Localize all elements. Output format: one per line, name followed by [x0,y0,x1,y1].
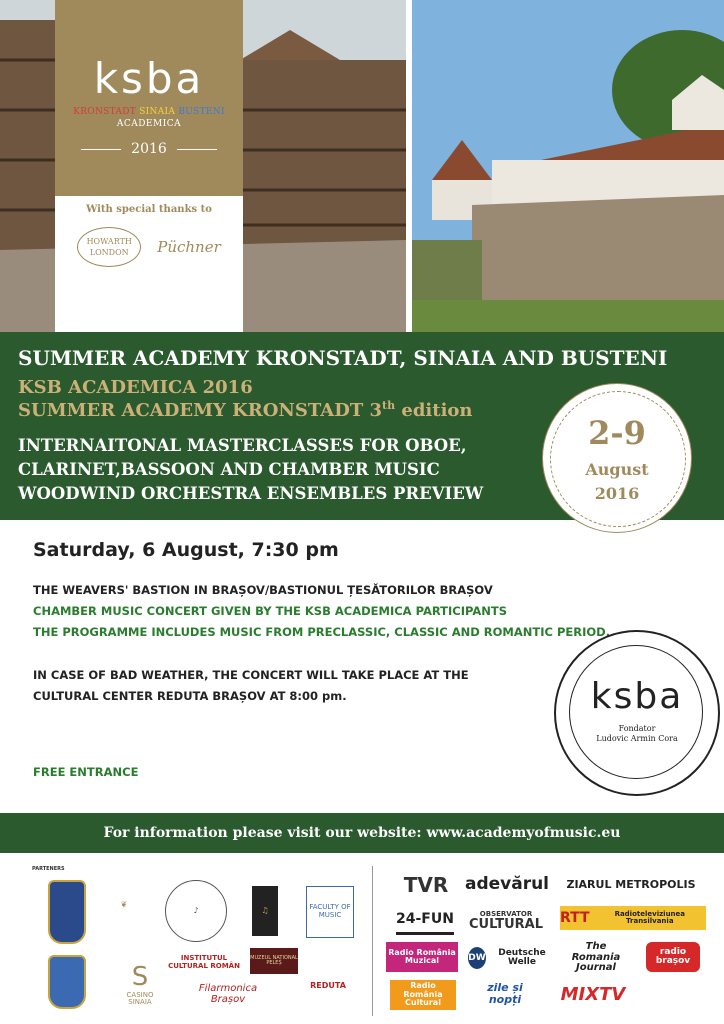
brasov-crest-icon [48,880,86,944]
stamp-founder-label: Fondator [618,724,656,733]
free-entrance: FREE ENTRANCE [33,765,139,779]
event-datetime: Saturday, 6 August, 7:30 pm [33,539,339,561]
banner-line-1: INTERNAITONAL MASTERCLASSES FOR OBOE, [18,436,467,455]
reduta-logo: REDUTA [310,980,346,990]
stamp-founder [556,724,718,743]
year-row [55,141,243,157]
radio-romania-muzical-logo: Radio România Muzical [386,942,458,972]
filarmonica-brasov-logo: Filarmonica Brașov [198,983,258,1005]
sinaia-crest-icon [48,955,86,1009]
logo-academica: ACADEMICA [116,119,182,129]
banner-subtitle [18,376,473,423]
ksba-logo: ksba [93,54,205,103]
event-programme: THE PROGRAMME INCLUDES MUSIC FROM PRECLASSIC, CLASSIC AND ROMANTIC PERIOD. [33,625,611,639]
radio-romania-cultural-logo: Radio România Cultural [390,980,456,1010]
stamp-logo: ksba [590,676,684,717]
observator-cultural-logo [466,906,546,936]
logo-sinaia: SINAIA [139,107,176,117]
logo-busteni: BUSTENI [178,107,225,117]
year-divider-left [81,149,121,150]
weather-note-1: IN CASE OF BAD WEATHER, THE CONCERT WILL TAKE PLACE AT THE [33,668,469,682]
banner-subtitle-2 [18,399,473,422]
rtt-logo [560,906,706,930]
partners-media-separator [372,866,373,1016]
muzeul-peles-logo: MUZEUL NAȚIONAL PELEȘ [250,948,298,974]
date-month: August [585,460,649,479]
dw-name: Deutsche Welle [498,947,546,967]
year-divider-right [177,149,217,150]
date-seal [543,384,691,532]
howarth-logo [77,227,141,267]
faculty-of-music-logo: FACULTY OF MUSIC [306,886,354,938]
date-year: 2016 [594,484,640,503]
year-label: 2016 [131,141,167,157]
banner-description [18,434,483,506]
casino-monogram-icon: S [131,962,149,993]
banner-line-3: WOODWIND ORCHESTRA ENSEMBLES PREVIEW [18,483,484,503]
sponsors-panel [55,196,243,332]
liceul-muzica-logo-icon: ♪ [165,880,227,942]
casino-sinaia-name: CASINO SINAIA [126,990,154,1007]
logo-subtitle [55,107,243,117]
subtitle-2-sup: th [382,399,396,413]
romania-journal-logo: The Romania Journal [571,941,621,974]
banner-title: SUMMER ACADEMY KRONSTADT, SINAIA AND BUSTENI [18,346,668,370]
tvr-logo: TVR [403,872,449,897]
date-seal-ring [550,391,686,527]
rtt-mark: RTT [560,909,590,926]
adevarul-logo: adevărul [464,874,550,895]
primaria-logo-icon: ❦ [120,899,128,909]
date-range: 2-9 [588,414,646,452]
dw-icon: DW [468,947,486,969]
bastion-illustration [412,0,724,332]
observator-line-1: OBSERVATOR [479,909,533,918]
institutul-cultural-roman-logo: INSTITUTUL CULTURAL ROMÂN [168,954,240,970]
subtitle-2-main: SUMMER ACADEMY KRONSTADT 3 [18,400,383,422]
logo-kronstadt: KRONSTADT [73,107,137,117]
stamp-founder-name: Ludovic Armin Cora [596,733,678,743]
association-stamp [554,630,720,796]
event-venue: THE WEAVERS' BASTION IN BRAȘOV/BASTIONUL ȚESĂTORILOR BRAȘOV [33,583,493,597]
howarth-city: LONDON [89,248,129,257]
24-fun-logo: 24-FUN [396,906,454,935]
bastion-exterior-photo [412,0,724,332]
weather-note-2: CULTURAL CENTER REDUTA BRAȘOV AT 8:00 pm. [33,689,347,703]
subtitle-2-end: edition [395,400,473,422]
ziarul-metropolis-logo: ZIARUL METROPOLIS [566,878,696,892]
observator-line-2: CULTURAL [468,916,543,932]
sponsor-logos [55,227,243,267]
puchner-logo: Püchner [157,238,221,256]
radio-brasov-logo: radio brașov [646,942,700,972]
zile-si-nopti-logo: zile și nopți [487,981,523,1006]
event-description: CHAMBER MUSIC CONCERT GIVEN BY THE KSB ACADEMICA PARTICIPANTS [33,604,508,618]
deutsche-welle-logo [468,944,554,972]
thanks-label: With special thanks to [86,204,212,215]
mixtv-logo: MIXTV [560,983,626,1005]
music-school-logo-icon: ♫ [252,886,278,936]
website-info: For information please visit our website: www.academyofmusic.eu [103,825,621,841]
ksba-logo-panel [55,0,243,196]
howarth-name: HOWARTH [86,236,132,246]
partners-label: PARTENERS [32,866,65,872]
rtt-sub: Radioteleviziunea Transilvania [614,909,686,925]
banner-line-2: CLARINET,BASSOON AND CHAMBER MUSIC [18,459,440,479]
banner-subtitle-1: KSB ACADEMICA 2016 [18,377,253,398]
casino-sinaia-logo [115,955,165,1015]
